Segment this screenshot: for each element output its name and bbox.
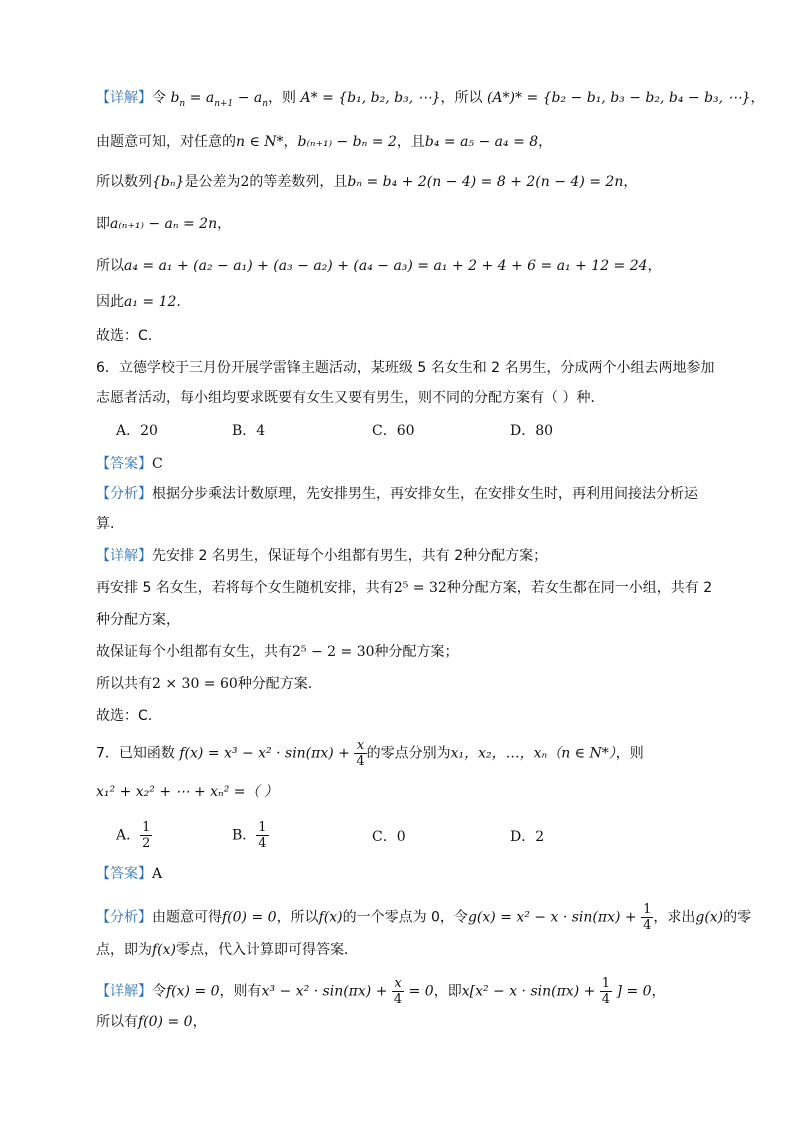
fraction: $\frac{x}{4}$ xyxy=(393,976,403,1007)
q7-option-a: A． $\frac{1}{2}$ xyxy=(116,820,151,851)
q5-detail-line-6: 因此a₁ = 12. xyxy=(96,294,181,310)
q6-stem-line-1: 6．立德学校于三月份开展学雷锋主题活动，某班级 5 名女生和 2 名男生，分成两个小组去两地参加 xyxy=(96,360,715,376)
q6-detail-line-5: 所以共有2 × 30 = 60种分配方案. xyxy=(96,676,313,692)
q5-detail-line-5: 所以a₄ = a₁ + (a₂ − a₁) + (a₃ − a₂) + (a₄ − a₃) = a₁ + 2 + 4 + 6 = a₁ + 12 = 24， xyxy=(96,258,662,274)
q6-choose: 故选：C. xyxy=(96,708,153,724)
q5-detail-line-4: 即a₍ₙ₊₁₎ − aₙ = 2n， xyxy=(96,216,232,232)
q7-analysis-line-1: 【分析】由题意可得f(0) = 0，所以f(x)的一个零点为 0，令g(x) = x² − x · sin(πx) + $\frac{1}{4}$ ，求出g(x)的零 xyxy=(96,902,752,933)
answer-tag: 【答案】 xyxy=(96,866,152,882)
q7-detail-line-1: 【详解】令f(x) = 0，则有x³ − x² · sin(πx) + $\frac{x}{4}$ = 0，即x[x² − x · sin(πx) + $\frac{1}{4}$ ] = 0， xyxy=(96,976,666,1007)
q7-option-d: D．2 xyxy=(510,829,545,845)
q5-choose: 故选：C. xyxy=(96,328,153,344)
q7-stem-line-1: 7．已知函数 f(x) = x³ − x² · sin(πx) + $\frac{x}{4}$ 的零点分别为x₁，x₂，…，xₙ（n ∈ N*），则 xyxy=(96,738,644,769)
q7-option-c: C．0 xyxy=(372,829,406,845)
analysis-tag: 【分析】 xyxy=(96,486,152,502)
q7-stem-line-2: x₁² + x₂² + ⋯ + xₙ² =（ ） xyxy=(96,784,278,800)
q5-detail-line-3: 所以数列{bₙ}是公差为2的等差数列，且bₙ = b₄ + 2(n − 4) = 8 + 2(n − 4) = 2n， xyxy=(96,174,638,190)
q5-detail-line-2: 由题意可知，对任意的n ∈ N*，b₍ₙ₊₁₎ − bₙ = 2，且b₄ = a₅ − a₄ = 8， xyxy=(96,134,553,150)
q6-detail-line-3: 种分配方案， xyxy=(96,612,180,628)
q7-detail-line-2: 所以有f(0) = 0， xyxy=(96,1014,207,1030)
q6-stem-line-2: 志愿者活动，每小组均要求既要有女生又要有男生，则不同的分配方案有（ ）种． xyxy=(96,390,605,406)
q6-detail-line-1: 【详解】先安排 2 名男生，保证每个小组都有男生，共有 2种分配方案； xyxy=(96,548,548,564)
fraction: $\frac{1}{4}$ xyxy=(601,976,611,1007)
q6-analysis-line-2: 算. xyxy=(96,516,115,532)
q6-option-a: A．20 xyxy=(116,423,158,439)
fraction: $\frac{x}{4}$ xyxy=(356,738,365,769)
q6-answer: 【答案】C xyxy=(96,456,163,472)
q6-option-d: D．80 xyxy=(510,423,554,439)
q7-answer: 【答案】A xyxy=(96,866,163,882)
analysis-tag: 【分析】 xyxy=(96,909,152,926)
answer-tag: 【答案】 xyxy=(96,456,152,472)
q7-option-b: B． $\frac{1}{4}$ xyxy=(232,820,267,851)
q6-detail-line-4: 故保证每个小组都有女生，共有2⁵ − 2 = 30种分配方案； xyxy=(96,644,459,660)
detail-tag: 【详解】 xyxy=(96,983,152,1000)
fraction: $\frac{1}{4}$ xyxy=(643,902,652,933)
q6-option-b: B．4 xyxy=(232,423,266,439)
q6-option-c: C．60 xyxy=(372,423,415,439)
q5-detail-line-1: 【详解】令 $b_n = a_{n+1} - a_n$，则 A* = {b₁, b₂, b₃, ⋯}，所以 (A*)* = {b₂ − b₁, b₃ − b₂, b₄ − b₃, ⋯}， xyxy=(96,90,765,109)
q6-detail-line-2: 再安排 5 名女生，若将每个女生随机安排，共有2⁵ = 32种分配方案，若女生都在同一小组，共有 2 xyxy=(96,580,713,596)
q7-analysis-line-2: 点，即为f(x)零点，代入计算即可得答案． xyxy=(96,942,359,958)
detail-tag: 【详解】 xyxy=(96,548,152,564)
detail-tag: 【详解】 xyxy=(96,90,152,106)
q6-analysis-line-1: 【分析】根据分步乘法计数原理，先安排男生，再安排女生，在安排女生时，再利用间接法分析运 xyxy=(96,486,698,502)
